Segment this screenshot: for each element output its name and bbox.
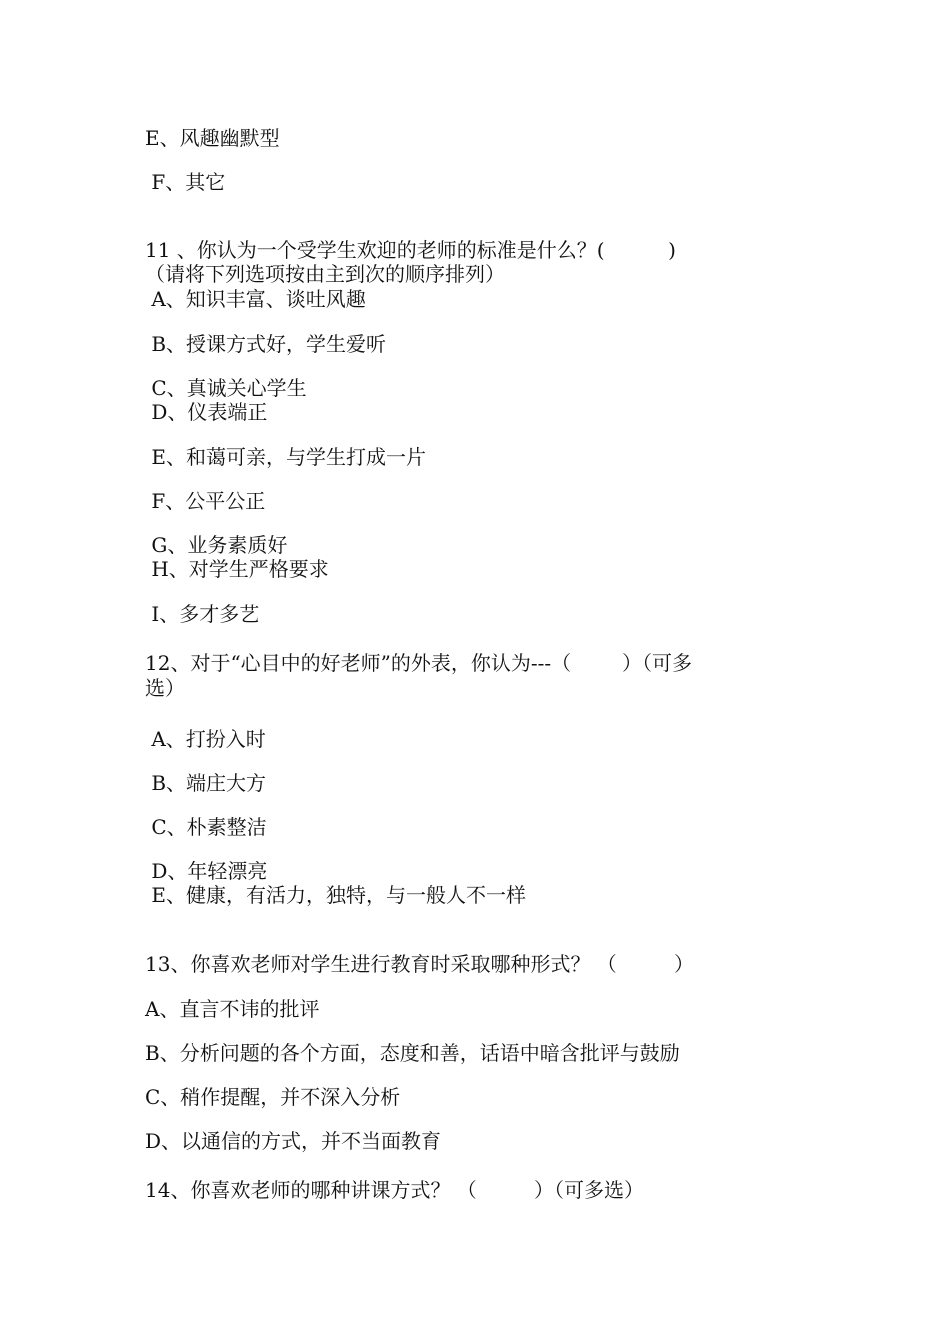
q12-option-b: B、端庄大方 bbox=[145, 771, 267, 795]
q10-option-f: F、其它 bbox=[145, 170, 226, 194]
q11-option-f: F、公平公正 bbox=[145, 489, 266, 513]
q12-option-a: A、打扮入时 bbox=[145, 727, 266, 751]
q13-option-b: B、分析问题的各个方面，态度和善，话语中暗含批评与鼓励 bbox=[145, 1041, 680, 1065]
q14-question: 14、你喜欢老师的哪种讲课方式？ （ ）（可多选） bbox=[145, 1178, 645, 1202]
q10-option-e: E、风趣幽默型 bbox=[145, 126, 280, 150]
q11-option-i: I、多才多艺 bbox=[145, 602, 260, 626]
q13-option-a: A、直言不讳的批评 bbox=[145, 997, 320, 1021]
q11-option-b: B、授课方式好，学生爱听 bbox=[145, 332, 387, 356]
q11-option-c: C、真诚关心学生 bbox=[145, 376, 307, 400]
q12-option-d: D、年轻漂亮 bbox=[145, 859, 268, 883]
q11-option-d: D、仪表端正 bbox=[145, 400, 268, 424]
q12-question-line1: 12、对于“心目中的好老师”的外表，你认为---（ ）（可多 bbox=[145, 651, 693, 675]
q11-option-e: E、和蔼可亲，与学生打成一片 bbox=[145, 445, 426, 469]
q12-option-c: C、朴素整洁 bbox=[145, 815, 267, 839]
q13-option-c: C、稍作提醒，并不深入分析 bbox=[145, 1085, 401, 1109]
q11-option-a: A、知识丰富、谈吐风趣 bbox=[145, 287, 366, 311]
q11-note: （请将下列选项按由主到次的顺序排列） bbox=[145, 262, 505, 286]
q13-option-d: D、以通信的方式，并不当面教育 bbox=[145, 1129, 442, 1153]
q13-question: 13、你喜欢老师对学生进行教育时采取哪种形式？ （ ） bbox=[145, 952, 695, 976]
q11-option-g: G、业务素质好 bbox=[145, 533, 288, 557]
q12-question-line2: 选） bbox=[145, 676, 185, 700]
q12-option-e: E、健康，有活力，独特，与一般人不一样 bbox=[145, 883, 526, 907]
q11-question: 11 、你认为一个受学生欢迎的老师的标准是什么？( ) bbox=[145, 238, 676, 262]
q11-option-h: H、对学生严格要求 bbox=[145, 557, 329, 581]
